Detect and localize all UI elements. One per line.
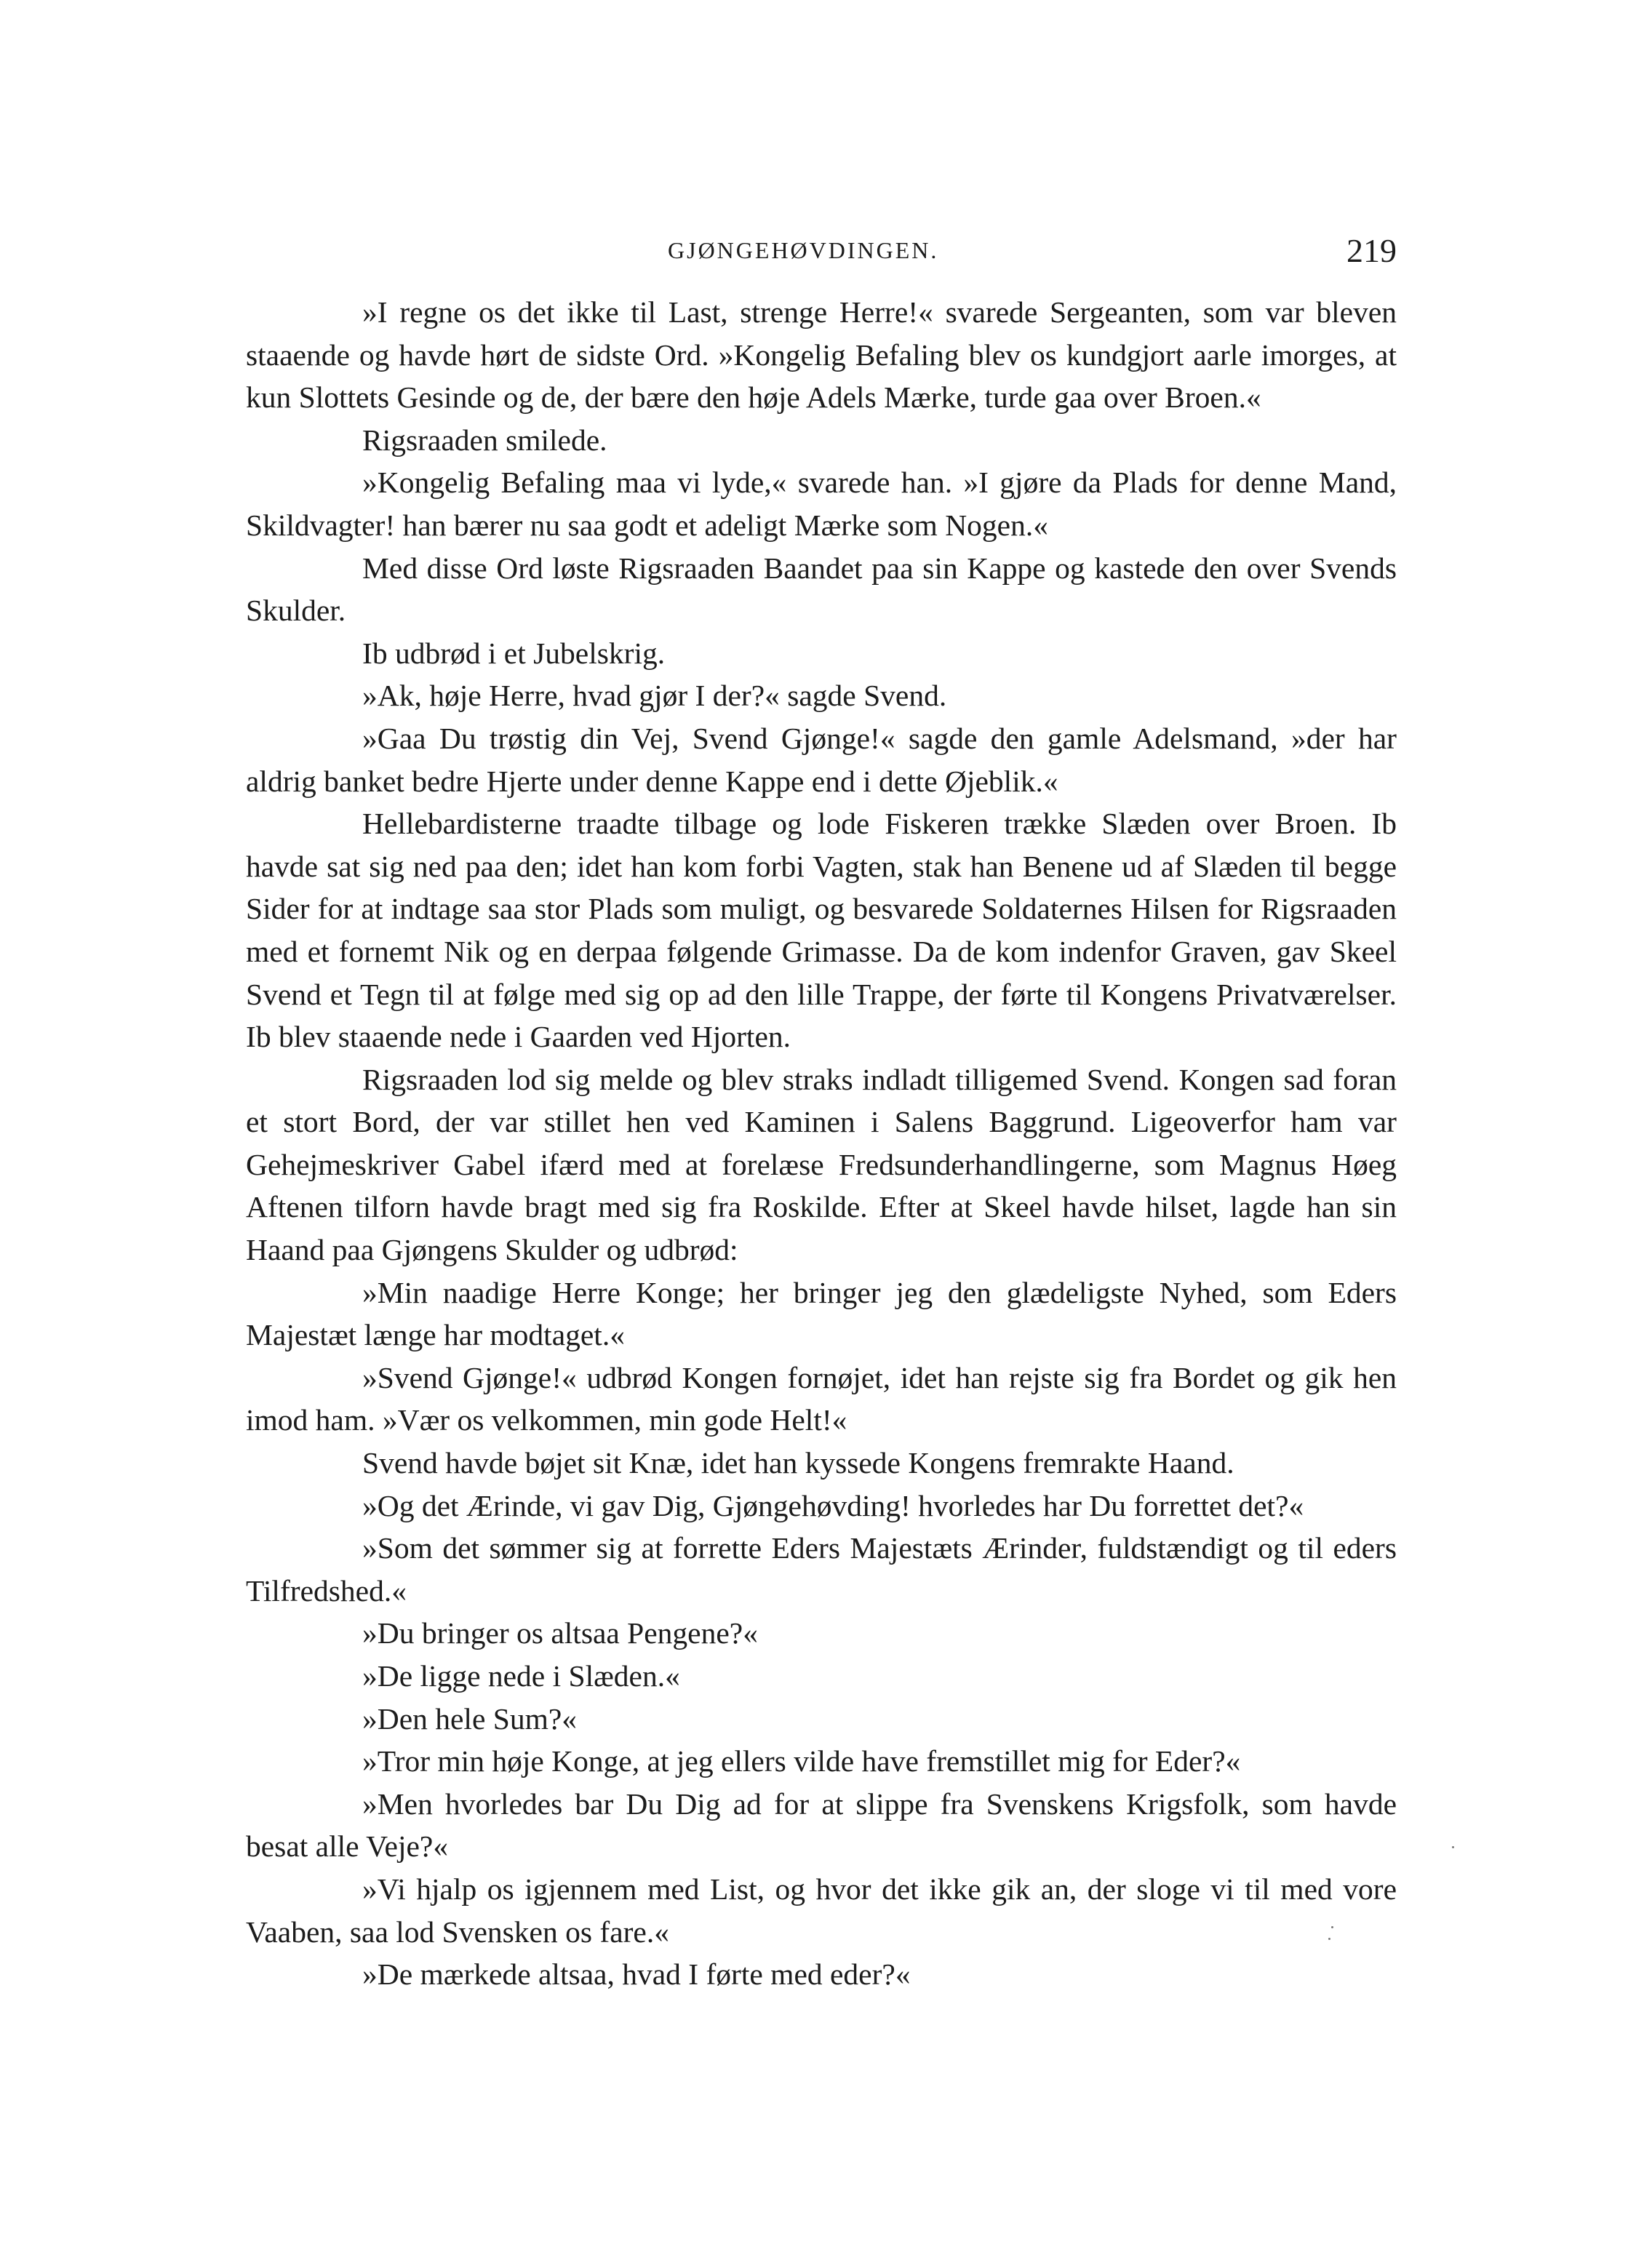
paragraph: »Du bringer os altsaa Pengene?« — [362, 1616, 758, 1650]
paper-speck — [1328, 1938, 1330, 1940]
paragraph: »Som det sømmer sig at forrette Eders Majestæts Ærinder, fuldstændigt og til eders Tilfredshed.« — [246, 1531, 1397, 1608]
paragraph: »Gaa Du trøstig din Vej, Svend Gjønge!« sagde den gamle Adelsmand, »der har aldrig banket bedre Hjerte under denne Kappe end i dette Øjeblik.« — [246, 721, 1397, 798]
paragraph: »Men hvorledes bar Du Dig ad for at slippe fra Svenskens Krigsfolk, som havde besat alle Veje?« — [246, 1786, 1397, 1864]
paragraph: Hellebardisterne traadte tilbage og lode Fiskeren trække Slæden over Broen. Ib havde sat sig ned paa den; idet han kom forbi Vagten, stak han Benene ud af Slæden til begge Sider for at indtage saa stor Plads som muligt, og besvarede Soldaternes Hilsen for Rigsraaden med et fornemt Nik og en derpaa følgende Grimasse. Da de kom indenfor Graven, gav Skeel Svend et Tegn til at følge med sig op ad den lille Trappe, der førte til Kongens Privatværelser. Ib blev staaende nede i Gaarden ved Hjorten. — [246, 807, 1397, 1054]
running-title: GJØNGEHØVDINGEN. — [668, 237, 939, 263]
paragraph: »Den hele Sum?« — [362, 1701, 578, 1736]
paragraph: »Kongelig Befaling maa vi lyde,« svarede han. »I gjøre da Plads for denne Mand, Skildvagter! han bærer nu saa godt et adeligt Mærke som Nogen.« — [246, 466, 1397, 542]
paragraph: Rigsraaden smilede. — [362, 423, 607, 457]
paragraph: »I regne os det ikke til Last, strenge Herre!« svarede Sergeanten, som var bleven staaende og havde hørt de sidste Ord. »Kongelig Befaling blev os kundgjort aarle imorges, at kun Slottets Gesinde og de, der bære den høje Adels Mærke, turde gaa over Broen.« — [246, 295, 1397, 415]
paragraph: »Ak, høje Herre, hvad gjør I der?« sagde Svend. — [362, 679, 947, 713]
paper-speck — [1331, 1926, 1333, 1928]
paragraph: »Svend Gjønge!« udbrød Kongen fornøjet, idet han rejste sig fra Bordet og gik hen imod ham. »Vær os velkommen, min gode Helt!« — [246, 1360, 1397, 1437]
paragraph: »Tror min høje Konge, at jeg ellers vilde have fremstillet mig for Eder?« — [362, 1744, 1241, 1778]
paragraph: »Vi hjalp os igjennem med List, og hvor det ikke gik an, der sloge vi til med vore Vaaben, saa lod Svensken os fare.« — [246, 1872, 1397, 1949]
paragraph: »De mærkede altsaa, hvad I førte med eder?« — [362, 1957, 911, 1992]
paragraph: »Og det Ærinde, vi gav Dig, Gjøngehøvding! hvorledes har Du forrettet det?« — [362, 1488, 1304, 1522]
paragraph: »Min naadige Herre Konge; her bringer jeg den glædeligste Nyhed, som Eders Majestæt længe har modtaget.« — [246, 1275, 1397, 1352]
body-text — [246, 291, 1397, 1996]
paragraph: Med disse Ord løste Rigsraaden Baandet paa sin Kappe og kastede den over Svends Skulder. — [246, 551, 1397, 628]
paragraph: Ib udbrød i et Jubelskrig. — [362, 636, 666, 670]
paragraph: Svend havde bøjet sit Knæ, idet han kyssede Kongens fremrakte Haand. — [362, 1446, 1234, 1480]
running-head — [246, 231, 1397, 275]
paragraph: »De ligge nede i Slæden.« — [362, 1659, 680, 1693]
page-number: 219 — [1346, 232, 1397, 269]
paper-speck — [1452, 1846, 1454, 1848]
paragraph: Rigsraaden lod sig melde og blev straks indladt tilligemed Svend. Kongen sad foran et stort Bord, der var stillet hen ved Kaminen i Salens Baggrund. Ligeoverfor ham var Gehejmeskriver Gabel ifærd med at forelæse Fredsunderhandlingerne, som Magnus Høeg Aftenen tilforn havde bragt med sig fra Roskilde. Efter at Skeel havde hilset, lagde han sin Haand paa Gjøngens Skulder og udbrød: — [246, 1062, 1397, 1267]
